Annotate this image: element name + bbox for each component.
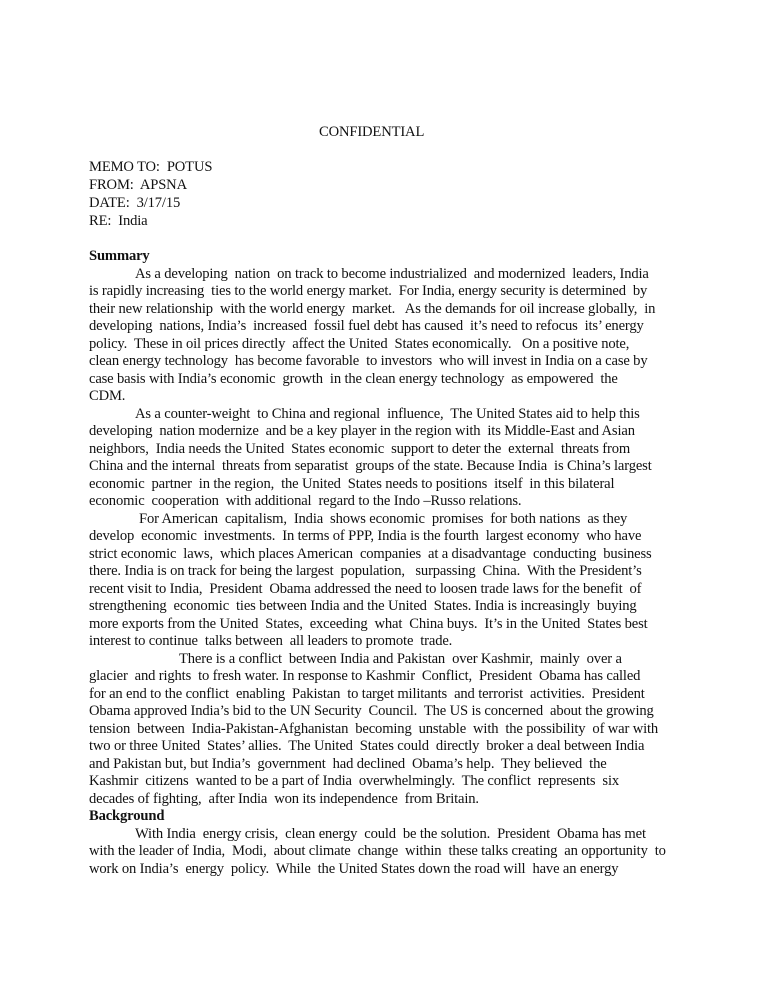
summary-line: their new relationship with the world energy market. As the demands for oil increase globally, in: [89, 301, 656, 317]
summary-line: strengthening economic ties between India and the United States. India is increasingly buying: [89, 598, 637, 614]
background-line: with the leader of India, Modi, about climate change within these talks creating an opportunity to: [89, 843, 666, 859]
memo-re-line: RE: India: [89, 213, 148, 229]
summary-line: there. India is on track for being the largest population, surpassing China. With the President’s: [89, 563, 642, 579]
summary-line: case basis with India’s economic growth in the clean energy technology as empowered the: [89, 371, 618, 387]
summary-line: two or three United States’ allies. The United States could directly broker a deal between India: [89, 738, 645, 754]
summary-line: interest to continue talks between all leaders to promote trade.: [89, 633, 453, 649]
summary-heading: Summary: [89, 248, 150, 264]
summary-line: Kashmir citizens wanted to be a part of India overwhelmingly. The conflict represents six: [89, 773, 620, 789]
summary-line: for an end to the conflict enabling Pakistan to target militants and terrorist activities. President: [89, 686, 645, 702]
summary-line: decades of fighting, after India won its independence from Britain.: [89, 791, 479, 807]
classification-header: CONFIDENTIAL: [319, 124, 425, 140]
summary-line: As a developing nation on track to become industrialized and modernized leaders, India: [135, 266, 649, 282]
summary-line: China and the internal threats from separatist groups of the state. Because India is China’s largest: [89, 458, 652, 474]
summary-line: develop economic investments. In terms of PPP, India is the fourth largest economy who have: [89, 528, 642, 544]
summary-line: policy. These in oil prices directly affect the United States economically. On a positive note,: [89, 336, 630, 352]
summary-line: As a counter-weight to China and regional influence, The United States aid to help this: [135, 406, 640, 422]
background-line: work on India’s energy policy. While the United States down the road will have an energy: [89, 861, 619, 877]
summary-line: There is a conflict between India and Pakistan over Kashmir, mainly over a: [179, 651, 622, 667]
background-line: With India energy crisis, clean energy could be the solution. President Obama has met: [135, 826, 646, 842]
summary-line: more exports from the United States, exceeding what China buys. It’s in the United States best: [89, 616, 648, 632]
summary-line: For American capitalism, India shows economic promises for both nations as they: [139, 511, 628, 527]
summary-line: developing nations, India’s increased fossil fuel debt has caused it’s need to refocus its’ energy: [89, 318, 644, 334]
summary-line: economic partner in the region, the United States needs to positions itself in this bilateral: [89, 476, 615, 492]
summary-line: economic cooperation with additional regard to the Indo –Russo relations.: [89, 493, 522, 509]
memo-date-line: DATE: 3/17/15: [89, 195, 181, 211]
memo-from-line: FROM: APSNA: [89, 177, 187, 193]
summary-line: Obama approved India’s bid to the UN Security Council. The US is concerned about the growing: [89, 703, 654, 719]
summary-line: tension between India-Pakistan-Afghanistan becoming unstable with the possibility of war with: [89, 721, 659, 737]
summary-line: glacier and rights to fresh water. In response to Kashmir Conflict, President Obama has called: [89, 668, 641, 684]
summary-line: recent visit to India, President Obama addressed the need to loosen trade laws for the benefit of: [89, 581, 642, 597]
summary-line: developing nation modernize and be a key player in the region with its Middle-East and Asian: [89, 423, 635, 439]
summary-line: neighbors, India needs the United States economic support to deter the external threats from: [89, 441, 631, 457]
background-heading: Background: [89, 808, 165, 824]
summary-line: is rapidly increasing ties to the world energy market. For India, energy security is determined by: [89, 283, 648, 299]
summary-line: strict economic laws, which places American companies at a disadvantage conducting business: [89, 546, 652, 562]
summary-line: CDM.: [89, 388, 126, 404]
summary-line: and Pakistan but, but India’s government had declined Obama’s help. They believed the: [89, 756, 607, 772]
memo-to-line: MEMO TO: POTUS: [89, 159, 213, 175]
summary-line: clean energy technology has become favorable to investors who will invest in India on a case by: [89, 353, 648, 369]
